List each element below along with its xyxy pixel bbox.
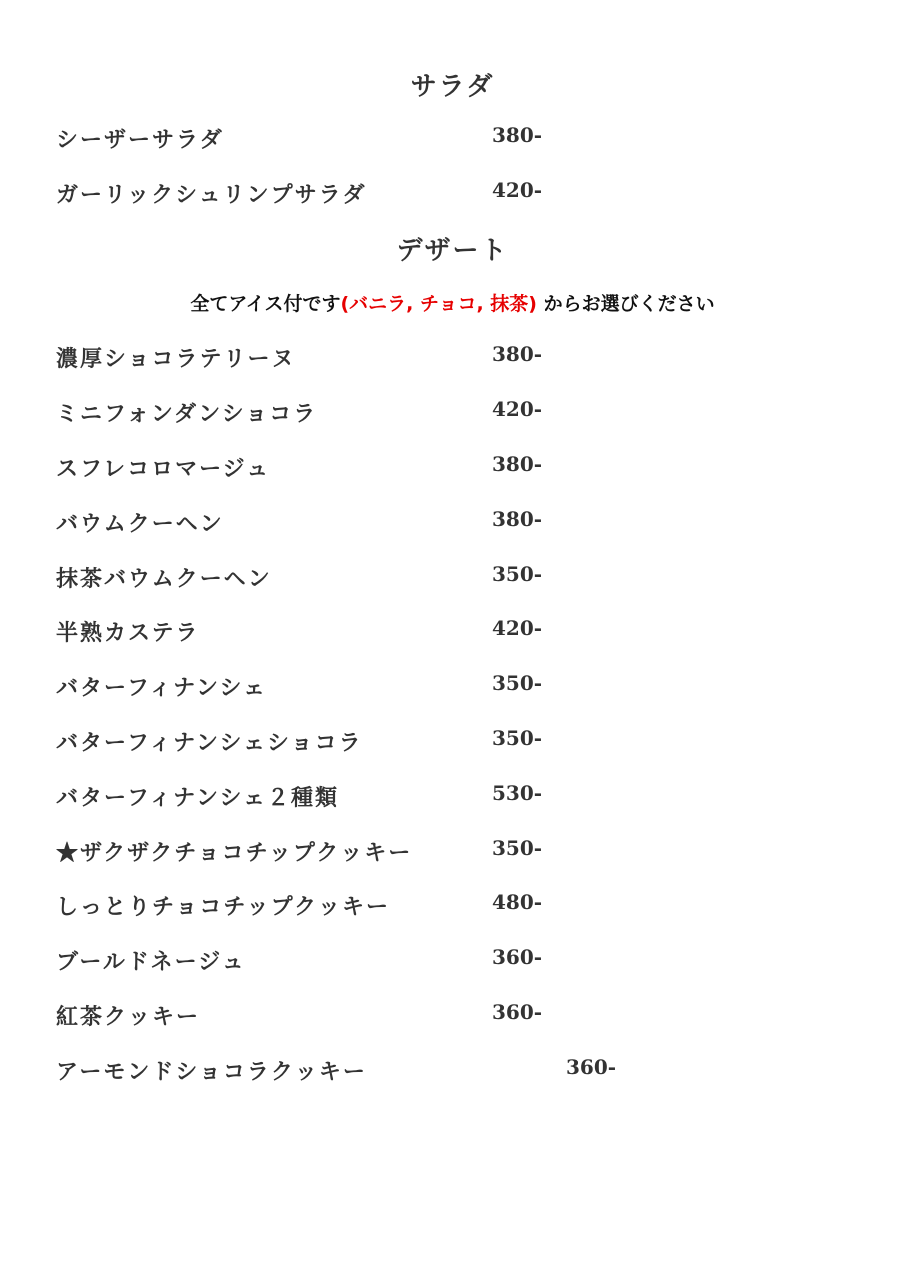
item-price: 480- xyxy=(492,890,543,914)
item-price: 380- xyxy=(492,342,543,366)
menu-item-dessert xyxy=(0,562,905,596)
item-price: 420- xyxy=(492,178,543,202)
salad-heading: サラダ xyxy=(410,72,495,102)
item-name: ミニフォンダンショコラ xyxy=(56,401,318,427)
item-price: 380- xyxy=(492,123,543,147)
item-price: 380- xyxy=(492,452,543,476)
item-name: バターフィナンシェショコラ xyxy=(56,730,363,756)
menu-item-dessert xyxy=(0,781,905,815)
menu-item-dessert xyxy=(0,1055,905,1089)
item-price: 360- xyxy=(492,945,543,969)
dessert-heading: デザート xyxy=(396,236,509,266)
note-suffix: からお選びください xyxy=(536,293,715,315)
menu-item-dessert xyxy=(0,397,905,431)
menu-item-dessert xyxy=(0,616,905,650)
item-price: 350- xyxy=(492,671,543,695)
item-price: 530- xyxy=(492,781,543,805)
menu-item-dessert xyxy=(0,671,905,705)
item-price: 350- xyxy=(492,726,543,750)
item-price: 350- xyxy=(492,836,543,860)
menu-item-garlic-shrimp-salad xyxy=(0,178,905,212)
item-name: スフレコロマージュ xyxy=(56,456,271,482)
item-name: シーザーサラダ xyxy=(56,127,224,153)
item-price: 380- xyxy=(492,507,543,531)
menu-item-dessert xyxy=(0,726,905,760)
item-name: バターフィナンシェ xyxy=(56,675,268,701)
note-choices: (バニラ, チョコ, 抹茶) xyxy=(340,293,537,315)
menu-item-caesar-salad xyxy=(0,123,905,157)
ice-cream-note xyxy=(0,289,905,316)
item-name: ★ザクザクチョコチップクッキー xyxy=(56,840,413,866)
item-price: 360- xyxy=(492,1000,543,1024)
item-name: バウムクーヘン xyxy=(56,511,224,537)
item-name: バターフィナンシェ２種類 xyxy=(56,785,340,811)
menu-item-dessert xyxy=(0,945,905,979)
item-price: 420- xyxy=(492,397,543,421)
item-name: 半熟カステラ xyxy=(56,620,200,646)
menu-item-dessert xyxy=(0,890,905,924)
item-name: 抹茶バウムクーヘン xyxy=(56,566,272,592)
item-name: 濃厚ショコラテリーヌ xyxy=(56,346,296,372)
item-name: ブールドネージュ xyxy=(56,949,246,975)
item-name: ガーリックシュリンプサラダ xyxy=(56,182,367,208)
item-price: 420- xyxy=(492,616,543,640)
menu-item-dessert xyxy=(0,1000,905,1034)
item-name: 紅茶クッキー xyxy=(56,1004,201,1030)
item-price: 350- xyxy=(492,562,543,586)
item-name: アーモンドショコラクッキー xyxy=(56,1059,367,1085)
menu-item-dessert xyxy=(0,507,905,541)
item-price: 360- xyxy=(566,1055,617,1079)
note-prefix: 全てアイス付です xyxy=(190,293,341,315)
menu-item-dessert xyxy=(0,836,905,870)
menu-item-dessert xyxy=(0,452,905,486)
menu-item-dessert xyxy=(0,342,905,376)
item-name: しっとりチョコチップクッキー xyxy=(56,894,391,920)
